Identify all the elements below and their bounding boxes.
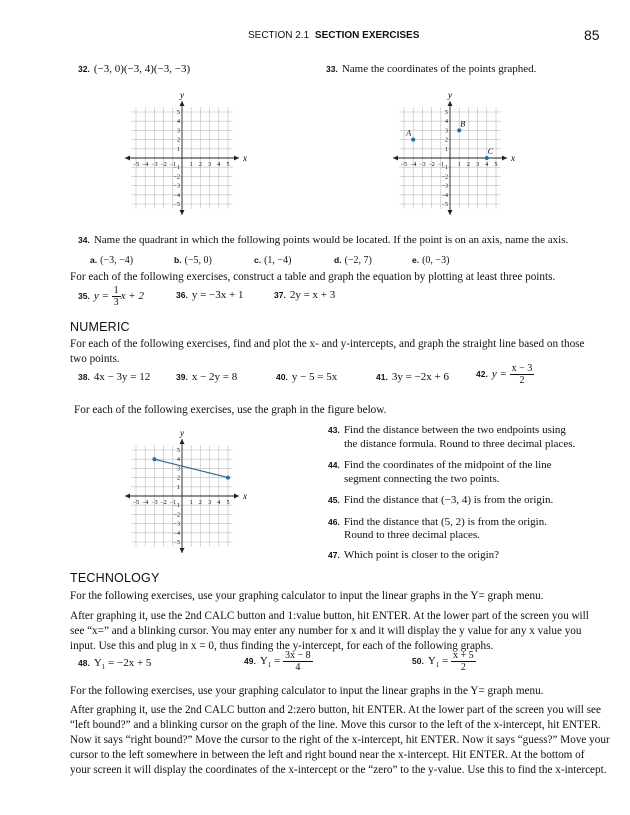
point-a: [411, 138, 415, 142]
exercise-34-items: [90, 250, 540, 268]
x-tick-label: −4: [142, 162, 149, 168]
x-axis-arrow: [393, 156, 398, 161]
x-tick-label: 4: [217, 500, 221, 506]
y-tick-label: −4: [173, 530, 180, 537]
y-tick-label: −2: [173, 512, 180, 519]
x-tick-label: −3: [419, 162, 426, 168]
x-tick-label: −5: [400, 162, 408, 168]
exercise-48: 48. $Y_1 = -2x + 5$: [78, 657, 152, 672]
y-tick-label: 2: [445, 137, 448, 144]
fraction: $\frac{x + 5}{2}$: [453, 650, 474, 673]
x-axis-arrow: [234, 494, 239, 499]
figure-questions: [328, 424, 598, 562]
exercise-34-text: Name the quadrant in which the following points would be located. If the point is on an axis, name the axis.: [93, 234, 569, 246]
exercise-32: 32. (−3, 0)(−3, 4)(−3, −3): [78, 63, 191, 75]
x-tick-label: 1: [189, 500, 193, 506]
exercise-45: 45. Find the distance that (−3, 4) is from the origin.: [328, 494, 554, 506]
grid-graph-32: [112, 82, 262, 215]
x-tick-label: −2: [428, 162, 435, 168]
exercise-37: 37. 2y = x + 3: [274, 289, 336, 301]
x-axis-label: x: [243, 491, 248, 501]
segment-endpoint: [152, 457, 156, 461]
segment-endpoint: [226, 476, 230, 480]
exercise-46: 46. Find the distance that (5, 2) is from the origin. Round to three decimal places.: [328, 515, 547, 541]
y-tick-label: −5: [173, 202, 180, 208]
x-tick-label: 1: [457, 162, 461, 168]
point-label-b: B: [460, 119, 466, 129]
x-tick-label: 2: [466, 162, 470, 168]
y-axis-arrow: [448, 210, 453, 215]
technology-paragraph-1: After graphing it, use the 2nd CALC button and 1:value button, hit ENTER. At the lower part of the screen you will see “x=” and a blinking cursor. You may enter any number for x and it will display the y value for any x value you input. Use this and plug in x = 0, thus finding the y-intercept, for each of the following graphs.: [70, 610, 589, 652]
y-tick-label: 5: [177, 110, 180, 116]
x-tick-label: 3: [476, 162, 480, 168]
y-axis-arrow: [180, 210, 185, 215]
technology-intro-2: For the following exercises, use your graphing calculator to input the linear graphs in the Y= graph menu.: [70, 685, 544, 697]
y-axis-arrow: [180, 548, 185, 553]
y-tick-label: 5: [177, 448, 180, 454]
y-tick-label: −1: [173, 165, 180, 172]
y-tick-label: 4: [177, 119, 180, 126]
y-tick-label: 1: [177, 146, 180, 153]
y-axis-label: y: [180, 89, 184, 100]
x-tick-label: −3: [151, 500, 158, 506]
x-axis-arrow: [125, 156, 130, 161]
exercise-35: 35. y = $\frac{1}{3}$ x + 2: [78, 285, 144, 308]
point-label-c: C: [487, 147, 494, 156]
page-number: 85: [584, 27, 600, 43]
technology-heading: TECHNOLOGY: [70, 571, 160, 585]
y-axis-arrow: [448, 101, 453, 106]
exercise-47: 47. Which point is closer to the origin?: [328, 548, 500, 561]
technology-intro-1: For the following exercises, use your graphing calculator to input the linear graphs in the Y= graph menu.: [70, 590, 544, 602]
y-tick-label: −3: [173, 521, 180, 528]
x-axis-arrow: [234, 156, 239, 161]
exercise-42: 42. y = $\frac{x - 3}{2}$: [476, 363, 533, 386]
exercise-49: 49. $Y_1$ = $\frac{3x - 8}{4}$: [244, 650, 311, 673]
y-axis-arrow: [180, 101, 185, 106]
table-intro: For each of the following exercises, construct a table and graph the equation by plotting at least three points.: [70, 271, 556, 283]
technology-paragraph-2: After graphing it, use the 2nd CALC button and 2:zero button, hit ENTER. At the lower part of the screen you will see “left bound?” and a blinking cursor on the graph of the line. Move this cursor to the left of the x-intercept, hit ENTER. Now it says “right bound?” Move the cursor to the right of the x-intercept, hit ENTER. Now it says “guess?” Move your cursor to the left somewhere in between the left and right bound near the x-intercept. Hit ENTER. At the bottom of your screen it will display the coordinates of the x-intercept or the “zero” to the y-value. Use this to find the x-intercept.: [70, 704, 610, 776]
figure-intro: For each of the following exercises, use the graph in the figure below.: [74, 404, 387, 416]
x-tick-label: −2: [160, 162, 167, 168]
x-tick-label: −1: [169, 500, 176, 506]
y-tick-label: −1: [173, 503, 180, 510]
exercise-33: 33. Name the coordinates of the points graphed.: [326, 63, 537, 75]
exercise-33-text: Name the coordinates of the points graphed.: [341, 63, 537, 75]
point-b: [457, 128, 461, 132]
running-header: [248, 30, 419, 41]
x-axis-label: x: [243, 153, 248, 163]
segment-graph: [112, 420, 262, 553]
x-tick-label: −1: [169, 162, 176, 168]
y-tick-label: 3: [445, 128, 448, 135]
y-tick-label: 3: [177, 128, 180, 135]
y-tick-label: 2: [177, 137, 180, 144]
x-tick-label: −5: [132, 162, 140, 168]
y-tick-label: 3: [177, 466, 180, 473]
x-tick-label: −3: [151, 162, 158, 168]
x-tick-label: 5: [226, 162, 230, 168]
x-axis-arrow: [125, 494, 130, 499]
exercise-44: 44. Find the coordinates of the midpoint of the line segment connecting the two points.: [328, 459, 552, 485]
exercise-40: 40. y − 5 = 5x: [276, 371, 338, 383]
numeric-heading: NUMERIC: [70, 320, 130, 334]
section-prefix: SECTION 2.1: [248, 30, 310, 41]
x-tick-label: 2: [198, 162, 202, 168]
x-tick-label: 5: [494, 162, 498, 168]
exercise-39: 39. x − 2y = 8: [176, 371, 238, 383]
y-axis-label: y: [180, 427, 184, 438]
y-axis-arrow: [180, 439, 185, 444]
x-tick-label: −1: [437, 162, 444, 168]
point-label-a: A: [406, 128, 412, 138]
y-tick-label: 1: [177, 484, 180, 491]
exercise-38: 38. 4x − 3y = 12: [78, 371, 151, 383]
exercise-50: 50. $Y_1$ = $\frac{x + 5}{2}$: [412, 650, 474, 673]
exercise-41: 41. 3y = −2x + 6: [376, 371, 449, 383]
x-tick-label: 5: [226, 500, 230, 506]
numeric-intro: For each of the following exercises, find and plot the x- and y-intercepts, and graph the straight line based on those two points.: [70, 338, 585, 365]
item-b: b. (−5, 0): [174, 255, 212, 266]
x-tick-label: 1: [189, 162, 193, 168]
x-tick-label: 4: [217, 162, 221, 168]
y-tick-label: 4: [177, 457, 180, 464]
y-tick-label: −3: [441, 183, 448, 190]
y-tick-label: 4: [445, 119, 448, 126]
fraction: $\frac{1}{3}$: [113, 285, 119, 308]
exercise-36: 36. y = −3x + 1: [176, 289, 244, 301]
y-tick-label: −1: [441, 165, 448, 172]
y-tick-label: −2: [441, 174, 448, 181]
item-c: c. (1, −4): [254, 255, 292, 266]
exercise-32-points: (−3, 0)(−3, 4)(−3, −3): [93, 63, 191, 75]
exercise-34: 34. Name the quadrant in which the following points would be located. If the point is on an axis, name the axis.: [78, 234, 569, 246]
x-tick-label: −5: [132, 500, 140, 506]
y-tick-label: −5: [173, 540, 180, 546]
section-title: SECTION EXERCISES: [314, 30, 420, 41]
fraction: $\frac{3x - 8}{4}$: [285, 650, 311, 673]
y-tick-label: −3: [173, 183, 180, 190]
fraction: $\frac{x - 3}{2}$: [511, 363, 533, 386]
x-tick-label: −4: [410, 162, 417, 168]
y-tick-label: −5: [441, 202, 448, 208]
item-d: d. (−2, 7): [334, 255, 372, 266]
y-axis-label: y: [448, 89, 452, 100]
grid-graph-33: [380, 82, 530, 215]
y-tick-label: −4: [173, 192, 180, 199]
x-tick-label: 4: [485, 162, 489, 168]
x-axis-label: x: [511, 153, 516, 163]
y-tick-label: 5: [445, 110, 448, 116]
point-c: [485, 156, 489, 160]
y-tick-label: 1: [445, 146, 448, 153]
x-axis-arrow: [502, 156, 507, 161]
x-tick-label: 3: [208, 162, 212, 168]
item-e: e. (0, −3): [412, 255, 450, 266]
exercise-43: 43. Find the distance between the two endpoints using the distance formula. Round to three decimal places.: [328, 424, 576, 450]
item-a: a. (−3, −4): [90, 255, 134, 266]
y-tick-label: −4: [441, 192, 448, 199]
x-tick-label: −2: [160, 500, 167, 506]
x-tick-label: 2: [198, 500, 202, 506]
x-tick-label: 3: [208, 500, 212, 506]
y-tick-label: 2: [177, 475, 180, 482]
x-tick-label: −4: [142, 500, 149, 506]
y-tick-label: −2: [173, 174, 180, 181]
